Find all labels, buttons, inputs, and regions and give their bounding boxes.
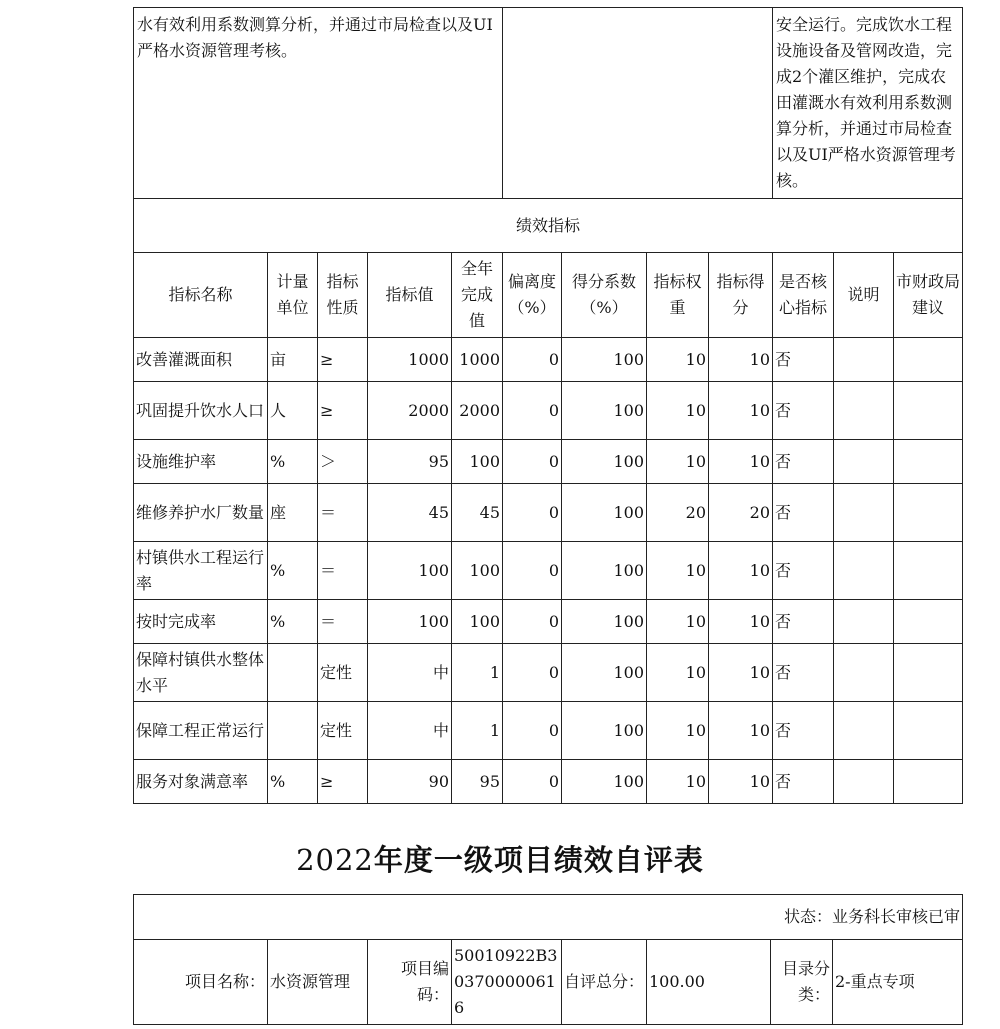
table-row [134, 702, 963, 760]
header-target: 指标值 [368, 253, 452, 338]
indicator-note [834, 542, 894, 600]
indicator-actual: 1 [452, 702, 503, 760]
indicator-unit: % [268, 440, 318, 484]
category-value: 2-重点专项 [833, 940, 963, 1025]
indicator-core: 否 [773, 644, 834, 702]
indicator-target: 95 [368, 440, 452, 484]
indicator-core: 否 [773, 702, 834, 760]
indicator-score: 10 [709, 542, 773, 600]
indicator-core: 否 [773, 382, 834, 440]
indicator-nature: ＝ [318, 600, 368, 644]
indicator-target: 100 [368, 600, 452, 644]
indicator-weight: 10 [647, 600, 709, 644]
empty-description-cell [503, 8, 773, 199]
table-row [134, 542, 963, 600]
section-title-row [134, 199, 963, 253]
indicator-advice [894, 542, 963, 600]
header-deviation: 偏离度（%） [503, 253, 562, 338]
header-core: 是否核心指标 [773, 253, 834, 338]
table-row [134, 338, 963, 382]
indicator-weight: 10 [647, 382, 709, 440]
indicator-nature: ＝ [318, 484, 368, 542]
indicator-core: 否 [773, 440, 834, 484]
indicator-name: 服务对象满意率 [134, 760, 268, 804]
indicator-target: 中 [368, 644, 452, 702]
indicator-note [834, 440, 894, 484]
indicator-advice [894, 338, 963, 382]
indicator-score: 10 [709, 338, 773, 382]
indicator-deviation: 0 [503, 702, 562, 760]
indicator-deviation: 0 [503, 338, 562, 382]
indicator-weight: 10 [647, 760, 709, 804]
indicator-advice [894, 382, 963, 440]
header-nature: 指标性质 [318, 253, 368, 338]
table-row [134, 382, 963, 440]
indicator-target: 100 [368, 542, 452, 600]
self-score-value: 100.00 [647, 940, 771, 1025]
project-info-table [133, 894, 963, 1025]
indicator-deviation: 0 [503, 600, 562, 644]
previous-description-text: 水有效利用系数测算分析，并通过市局检查以及UI严格水资源管理考核。 [137, 15, 493, 60]
indicator-nature: ＝ [318, 542, 368, 600]
indicator-unit: 人 [268, 382, 318, 440]
indicator-name: 维修养护水厂数量 [134, 484, 268, 542]
indicator-advice [894, 760, 963, 804]
indicator-name: 保障村镇供水整体水平 [134, 644, 268, 702]
table-row [134, 760, 963, 804]
indicator-weight: 10 [647, 440, 709, 484]
indicator-note [834, 484, 894, 542]
actual-description-cell [773, 8, 963, 199]
indicator-deviation: 0 [503, 382, 562, 440]
indicator-advice [894, 440, 963, 484]
indicator-deviation: 0 [503, 484, 562, 542]
indicator-weight: 20 [647, 484, 709, 542]
indicator-note [834, 702, 894, 760]
project-name-value: 水资源管理 [268, 940, 368, 1025]
form-title-year: 2022 [296, 843, 374, 877]
indicator-score: 10 [709, 702, 773, 760]
section-title: 绩效指标 [134, 199, 963, 253]
header-row [134, 253, 963, 338]
table-row [134, 644, 963, 702]
info-row [134, 940, 963, 1025]
indicator-name: 巩固提升饮水人口 [134, 382, 268, 440]
indicator-coefficient: 100 [562, 760, 647, 804]
indicator-advice [894, 484, 963, 542]
table-row [134, 440, 963, 484]
indicator-nature: ≥ [318, 338, 368, 382]
indicator-unit: % [268, 600, 318, 644]
indicator-unit: 亩 [268, 338, 318, 382]
indicator-nature: ＞ [318, 440, 368, 484]
indicator-target: 90 [368, 760, 452, 804]
category-label: 目录分类： [771, 940, 833, 1025]
indicator-unit [268, 644, 318, 702]
indicator-coefficient: 100 [562, 600, 647, 644]
indicator-coefficient: 100 [562, 484, 647, 542]
indicator-weight: 10 [647, 542, 709, 600]
indicator-coefficient: 100 [562, 542, 647, 600]
indicator-name: 按时完成率 [134, 600, 268, 644]
indicator-weight: 10 [647, 644, 709, 702]
indicator-score: 10 [709, 382, 773, 440]
header-indicator-name: 指标名称 [134, 253, 268, 338]
indicator-actual: 1 [452, 644, 503, 702]
indicator-score: 10 [709, 760, 773, 804]
indicator-name: 设施维护率 [134, 440, 268, 484]
form-title [0, 838, 1000, 879]
indicator-advice [894, 644, 963, 702]
indicator-nature: 定性 [318, 702, 368, 760]
indicator-nature: ≥ [318, 382, 368, 440]
indicator-core: 否 [773, 600, 834, 644]
indicator-weight: 10 [647, 338, 709, 382]
indicator-target: 1000 [368, 338, 452, 382]
indicator-coefficient: 100 [562, 702, 647, 760]
indicator-score: 10 [709, 644, 773, 702]
indicator-core: 否 [773, 484, 834, 542]
indicator-rows [134, 338, 963, 804]
indicator-core: 否 [773, 760, 834, 804]
table-row [134, 484, 963, 542]
indicator-nature: ≥ [318, 760, 368, 804]
indicator-note [834, 338, 894, 382]
indicator-target: 中 [368, 702, 452, 760]
table-row [134, 600, 963, 644]
header-actual: 全年完成值 [452, 253, 503, 338]
indicator-deviation: 0 [503, 440, 562, 484]
indicator-coefficient: 100 [562, 382, 647, 440]
indicator-actual: 2000 [452, 382, 503, 440]
header-weight: 指标权重 [647, 253, 709, 338]
indicator-actual: 100 [452, 440, 503, 484]
indicator-name: 村镇供水工程运行率 [134, 542, 268, 600]
indicator-coefficient: 100 [562, 644, 647, 702]
indicator-note [834, 600, 894, 644]
form-title-text: 年度一级项目绩效自评表 [373, 843, 704, 877]
indicator-unit: % [268, 760, 318, 804]
status-row [134, 895, 963, 940]
indicator-score: 10 [709, 440, 773, 484]
indicator-unit [268, 702, 318, 760]
actual-description-text: 安全运行。完成饮水工程设施设备及管网改造，完成2个灌区维护，完成农田灌溉水有效利用系数测算分析，并通过市局检查以及UI严格水资源管理考核。 [776, 15, 956, 190]
indicator-note [834, 760, 894, 804]
indicator-advice [894, 600, 963, 644]
indicator-deviation: 0 [503, 542, 562, 600]
indicator-target: 45 [368, 484, 452, 542]
indicator-coefficient: 100 [562, 440, 647, 484]
header-coefficient: 得分系数（%） [562, 253, 647, 338]
indicator-score: 10 [709, 600, 773, 644]
indicator-core: 否 [773, 338, 834, 382]
header-note: 说明 [834, 253, 894, 338]
project-code-value: 50010922B303700000616 [452, 940, 562, 1025]
indicator-deviation: 0 [503, 760, 562, 804]
status-text: 状态：业务科长审核已审 [134, 895, 963, 940]
indicator-name: 改善灌溉面积 [134, 338, 268, 382]
indicator-unit: 座 [268, 484, 318, 542]
project-code-label: 项目编码： [368, 940, 452, 1025]
project-name-label: 项目名称： [134, 940, 268, 1025]
indicator-score: 20 [709, 484, 773, 542]
indicator-coefficient: 100 [562, 338, 647, 382]
indicator-nature: 定性 [318, 644, 368, 702]
previous-description-cell [134, 8, 503, 199]
indicator-note [834, 382, 894, 440]
indicator-note [834, 644, 894, 702]
header-unit: 计量单位 [268, 253, 318, 338]
header-advice: 市财政局建议 [894, 253, 963, 338]
indicator-actual: 1000 [452, 338, 503, 382]
indicator-actual: 95 [452, 760, 503, 804]
indicator-actual: 100 [452, 600, 503, 644]
indicator-actual: 100 [452, 542, 503, 600]
indicator-unit: % [268, 542, 318, 600]
performance-table [133, 7, 963, 804]
indicator-actual: 45 [452, 484, 503, 542]
header-score: 指标得分 [709, 253, 773, 338]
indicator-deviation: 0 [503, 644, 562, 702]
description-row [134, 8, 963, 199]
indicator-name: 保障工程正常运行 [134, 702, 268, 760]
indicator-core: 否 [773, 542, 834, 600]
indicator-weight: 10 [647, 702, 709, 760]
indicator-advice [894, 702, 963, 760]
indicator-target: 2000 [368, 382, 452, 440]
self-score-label: 自评总分： [562, 940, 647, 1025]
